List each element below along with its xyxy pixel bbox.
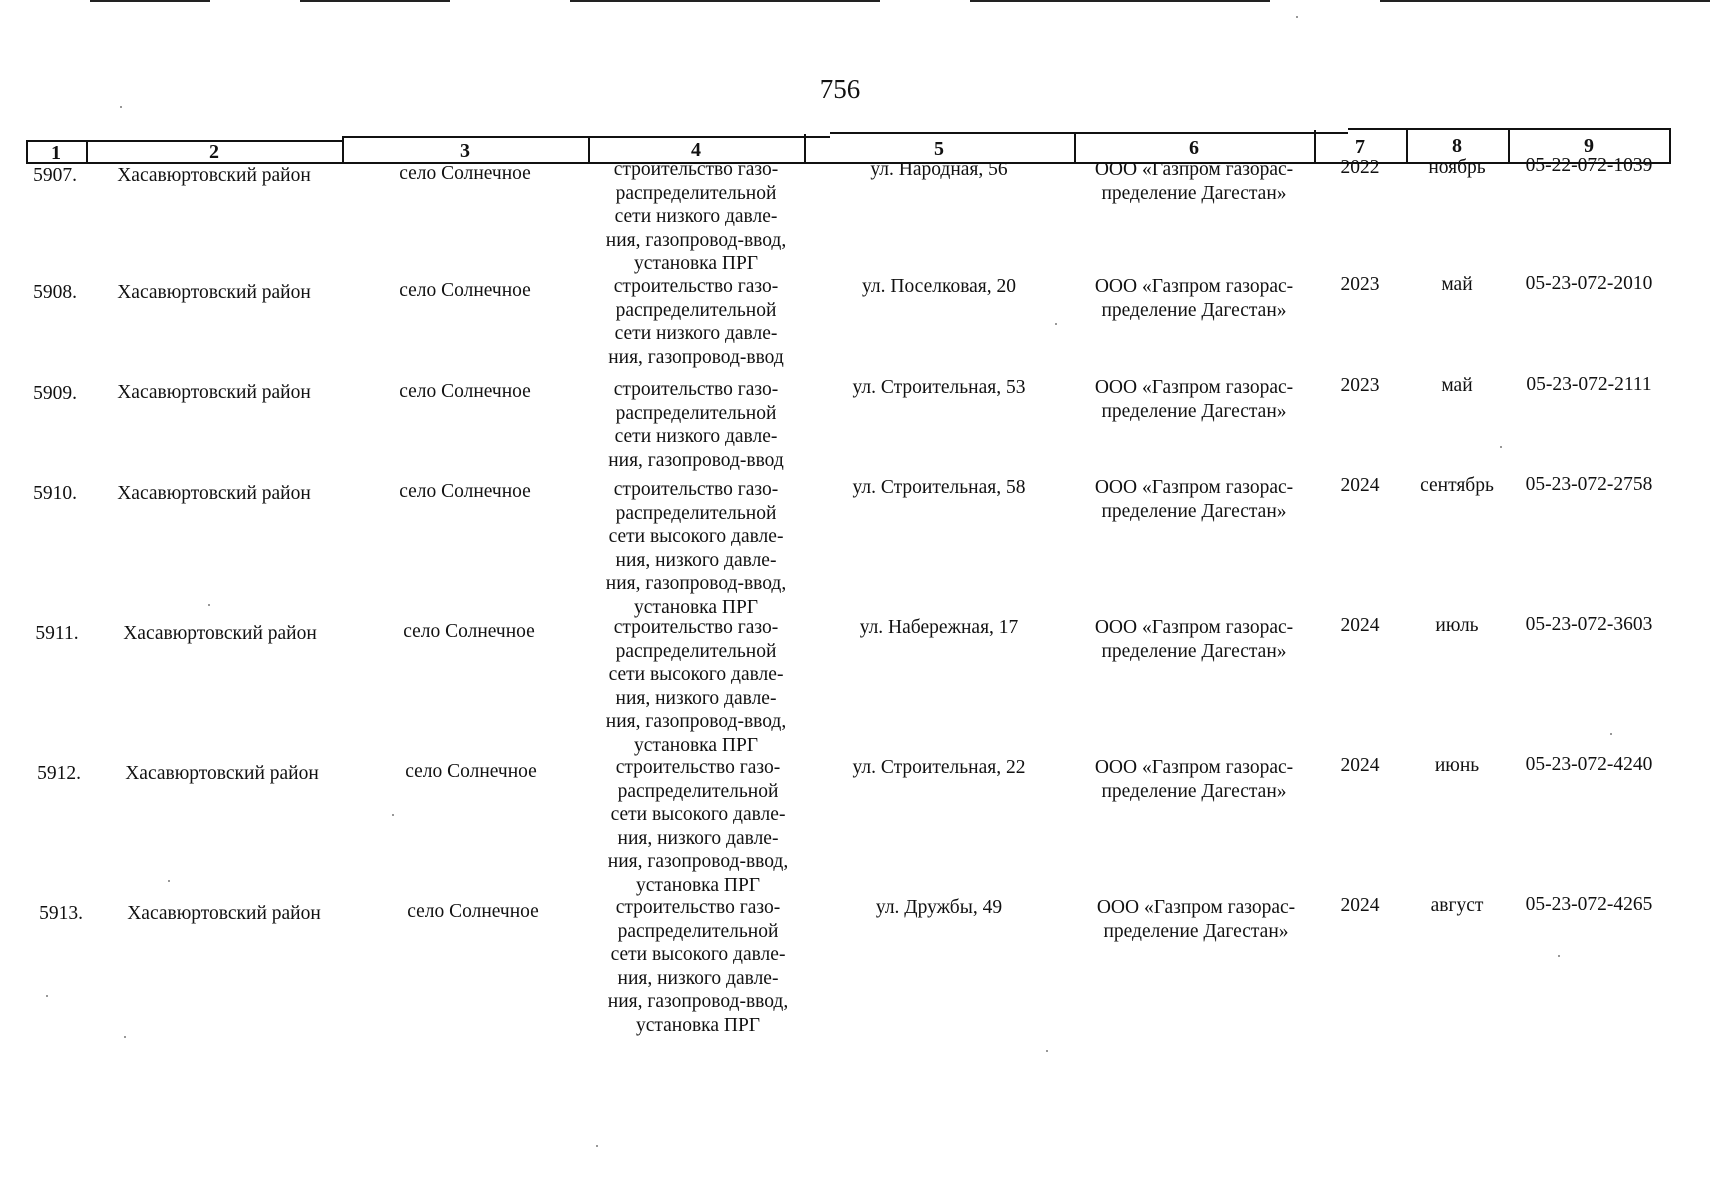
organization-line: пределение Дагестан» bbox=[1103, 920, 1289, 942]
description-line: сети низкого давле- bbox=[614, 206, 778, 227]
scan-speck bbox=[596, 1145, 598, 1147]
organization bbox=[1074, 756, 1314, 803]
work-description bbox=[588, 158, 804, 276]
top-scan-rule bbox=[570, 0, 880, 2]
settlement: село Солнечное bbox=[399, 381, 531, 402]
scan-speck bbox=[46, 995, 48, 997]
month: май bbox=[1441, 274, 1473, 295]
address: ул. Народная, 56 bbox=[870, 159, 1008, 180]
column-number-8: 8 bbox=[1452, 135, 1462, 157]
code: 05-23-072-2758 bbox=[1525, 474, 1653, 495]
description-line: распределительной bbox=[615, 402, 777, 424]
district: Хасавюртовский район bbox=[117, 382, 311, 403]
organization bbox=[1074, 376, 1314, 423]
year: 2024 bbox=[1340, 615, 1380, 636]
month: май bbox=[1441, 375, 1473, 396]
column-number-1: 1 bbox=[51, 142, 61, 164]
row-number: 5910. bbox=[33, 483, 77, 504]
work-description bbox=[588, 478, 804, 619]
work-description bbox=[588, 616, 804, 757]
year: 2023 bbox=[1340, 375, 1380, 396]
description-line: сети низкого давле- bbox=[614, 426, 778, 447]
district: Хасавюртовский район bbox=[127, 903, 321, 924]
organization-line: ООО «Газпром газорас- bbox=[1094, 276, 1294, 297]
address: ул. Строительная, 58 bbox=[852, 477, 1026, 498]
header-top-line bbox=[342, 136, 830, 138]
organization-line: пределение Дагестан» bbox=[1101, 780, 1287, 802]
description-line: ния, низкого давле- bbox=[617, 967, 779, 989]
column-number-3: 3 bbox=[460, 140, 470, 162]
month: ноябрь bbox=[1428, 157, 1486, 178]
description-line: строительство газо- bbox=[613, 479, 779, 500]
district: Хасавюртовский район bbox=[117, 483, 311, 504]
description-line: ния, газопровод-ввод bbox=[608, 449, 784, 471]
organization-line: пределение Дагестан» bbox=[1101, 640, 1287, 662]
scan-speck bbox=[124, 1036, 126, 1038]
description-line: ния, газопровод-ввод, bbox=[605, 229, 787, 251]
description-line: ния, газопровод-ввод, bbox=[605, 573, 787, 594]
description-line: распределительной bbox=[615, 182, 777, 204]
organization bbox=[1076, 896, 1316, 943]
work-description bbox=[590, 756, 806, 897]
address: ул. Дружбы, 49 bbox=[875, 897, 1003, 918]
code: 05-23-072-4240 bbox=[1525, 754, 1653, 775]
code: 05-22-072-1039 bbox=[1525, 155, 1653, 176]
description-line: строительство газо- bbox=[615, 897, 781, 918]
description-line: распределительной bbox=[615, 502, 777, 524]
column-number-5: 5 bbox=[934, 138, 944, 160]
row-number: 5909. bbox=[33, 383, 77, 404]
scan-speck bbox=[1610, 733, 1612, 735]
description-line: распределительной bbox=[615, 299, 777, 321]
district: Хасавюртовский район bbox=[125, 763, 319, 784]
description-line: строительство газо- bbox=[613, 379, 779, 400]
settlement: село Солнечное bbox=[399, 280, 531, 301]
top-scan-rule bbox=[300, 0, 450, 2]
top-scan-rule bbox=[90, 0, 210, 2]
month: август bbox=[1430, 895, 1484, 916]
row-number: 5907. bbox=[33, 165, 77, 186]
page-number: 756 bbox=[819, 74, 861, 104]
year: 2022 bbox=[1340, 157, 1380, 178]
row-number: 5912. bbox=[37, 763, 81, 784]
description-line: распределительной bbox=[615, 640, 777, 662]
scan-speck bbox=[1500, 446, 1502, 448]
scan-speck bbox=[1296, 16, 1298, 18]
address: ул. Строительная, 53 bbox=[852, 377, 1026, 398]
address: ул. Поселковая, 20 bbox=[861, 276, 1017, 297]
organization bbox=[1074, 616, 1314, 663]
description-line: установка ПРГ bbox=[633, 253, 759, 274]
description-line: ния, газопровод-ввод, bbox=[607, 851, 789, 872]
column-number-7: 7 bbox=[1355, 136, 1365, 158]
row-number: 5911. bbox=[35, 623, 79, 644]
organization-line: ООО «Газпром газорас- bbox=[1094, 377, 1294, 398]
organization-line: пределение Дагестан» bbox=[1101, 400, 1287, 422]
work-description bbox=[590, 896, 806, 1037]
organization-line: ООО «Газпром газорас- bbox=[1096, 897, 1296, 918]
description-line: строительство газо- bbox=[613, 159, 779, 180]
description-line: сети высокого давле- bbox=[608, 526, 784, 547]
description-line: сети высокого давле- bbox=[608, 664, 784, 685]
scan-speck bbox=[208, 604, 210, 606]
code: 05-23-072-2111 bbox=[1526, 374, 1652, 395]
settlement: село Солнечное bbox=[403, 621, 535, 642]
organization bbox=[1074, 275, 1314, 322]
year: 2024 bbox=[1340, 895, 1380, 916]
district: Хасавюртовский район bbox=[117, 165, 311, 186]
organization-line: пределение Дагестан» bbox=[1101, 299, 1287, 321]
header-top-line bbox=[830, 132, 1348, 134]
year: 2024 bbox=[1340, 755, 1380, 776]
description-line: ния, газопровод-ввод, bbox=[607, 991, 789, 1012]
description-line: ния, низкого давле- bbox=[617, 827, 779, 849]
month: июль bbox=[1435, 615, 1479, 636]
description-line: сети высокого давле- bbox=[610, 944, 786, 965]
description-line: установка ПРГ bbox=[635, 874, 761, 896]
row-number: 5908. bbox=[33, 282, 77, 303]
column-number-2: 2 bbox=[209, 141, 219, 163]
year: 2023 bbox=[1340, 274, 1380, 295]
description-line: ния, газопровод-ввод bbox=[608, 346, 784, 368]
organization-line: пределение Дагестан» bbox=[1101, 500, 1287, 522]
settlement: село Солнечное bbox=[399, 481, 531, 502]
description-line: ния, газопровод-ввод, bbox=[605, 711, 787, 732]
scan-speck bbox=[392, 814, 394, 816]
organization-line: пределение Дагестан» bbox=[1101, 182, 1287, 204]
description-line: сети низкого давле- bbox=[614, 323, 778, 344]
address: ул. Набережная, 17 bbox=[859, 617, 1019, 638]
year: 2024 bbox=[1340, 475, 1380, 496]
settlement: село Солнечное bbox=[399, 163, 531, 184]
settlement: село Солнечное bbox=[407, 901, 539, 922]
top-scan-rule bbox=[1380, 0, 1710, 2]
scan-speck bbox=[1046, 1050, 1048, 1052]
description-line: распределительной bbox=[617, 920, 779, 942]
scan-speck bbox=[1558, 955, 1560, 957]
scan-speck bbox=[168, 880, 170, 882]
column-number-6: 6 bbox=[1189, 137, 1199, 159]
organization-line: ООО «Газпром газорас- bbox=[1094, 757, 1294, 778]
description-line: строительство газо- bbox=[615, 757, 781, 778]
code: 05-23-072-3603 bbox=[1525, 614, 1653, 635]
column-number-9: 9 bbox=[1584, 135, 1594, 157]
organization bbox=[1074, 158, 1314, 205]
address: ул. Строительная, 22 bbox=[852, 757, 1026, 778]
code: 05-23-072-4265 bbox=[1525, 894, 1653, 915]
scan-speck bbox=[120, 106, 122, 108]
description-line: установка ПРГ bbox=[633, 596, 759, 618]
scan-speck bbox=[1055, 323, 1057, 325]
top-scan-rule bbox=[970, 0, 1270, 2]
description-line: установка ПРГ bbox=[635, 1014, 761, 1036]
settlement: село Солнечное bbox=[405, 761, 537, 782]
month: июнь bbox=[1434, 755, 1480, 776]
description-line: установка ПРГ bbox=[633, 734, 759, 756]
organization-line: ООО «Газпром газорас- bbox=[1094, 617, 1294, 638]
description-line: строительство газо- bbox=[613, 276, 779, 297]
description-line: ния, низкого давле- bbox=[615, 687, 777, 709]
organization bbox=[1074, 476, 1314, 523]
row-number: 5913. bbox=[39, 903, 83, 924]
organization-line: ООО «Газпром газорас- bbox=[1094, 477, 1294, 498]
organization-line: ООО «Газпром газорас- bbox=[1094, 159, 1294, 180]
column-number-4: 4 bbox=[691, 139, 701, 161]
work-description bbox=[588, 275, 804, 369]
description-line: ния, низкого давле- bbox=[615, 549, 777, 571]
work-description bbox=[588, 378, 804, 472]
code: 05-23-072-2010 bbox=[1525, 273, 1653, 294]
month: сентябрь bbox=[1420, 475, 1494, 496]
description-line: распределительной bbox=[617, 780, 779, 802]
description-line: строительство газо- bbox=[613, 617, 779, 638]
district: Хасавюртовский район bbox=[117, 282, 311, 303]
description-line: сети высокого давле- bbox=[610, 804, 786, 825]
district: Хасавюртовский район bbox=[123, 623, 317, 644]
